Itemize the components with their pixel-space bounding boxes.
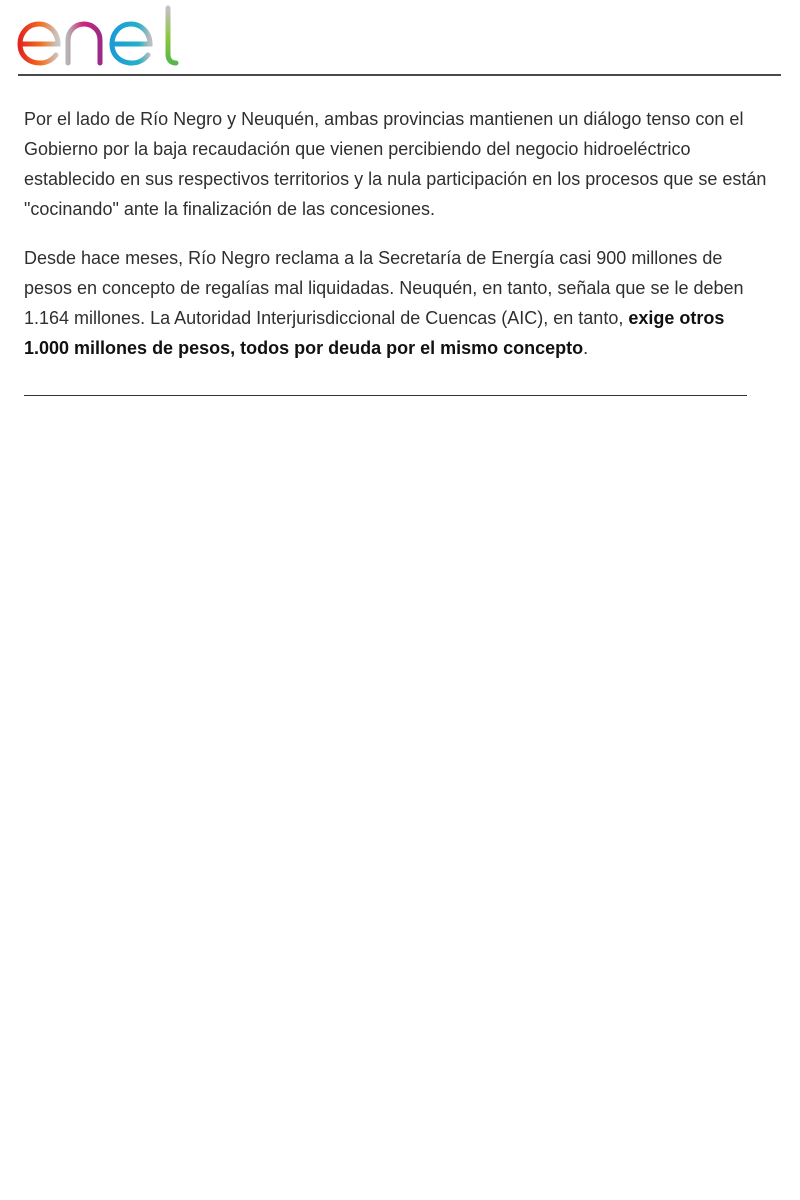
site-header [0,0,800,76]
article-paragraph-2-lead: Desde hace meses, Río Negro reclama a la Secretaría de Energía casi 900 millones de pesos en concepto de regalías mal liquidadas. Neuquén, en tanto, señala que se le deben 1.164 millones. La Autoridad Interjurisdiccional de Cuencas (AIC), en tanto, [24,248,744,328]
article-paragraph-2 [24,243,768,363]
header-divider [18,74,781,76]
article-paragraph-1: Por el lado de Río Negro y Neuquén, ambas provincias mantienen un diálogo tenso con el Gobierno por la baja recaudación que vienen percibiendo del negocio hidroeléctrico establecido en sus respectivos territorios y la nula participación en los procesos que se están "cocinando" ante la finalización de las concesiones. [24,109,767,219]
article-paragraph-2-tail: . [583,338,589,358]
article-end-divider [24,395,747,396]
article-body [24,104,768,382]
article-paragraph-2-highlight: exige otros 1.000 millones de pesos, todos por deuda por el mismo concepto [24,308,725,358]
enel-logo[interactable] [16,4,182,68]
